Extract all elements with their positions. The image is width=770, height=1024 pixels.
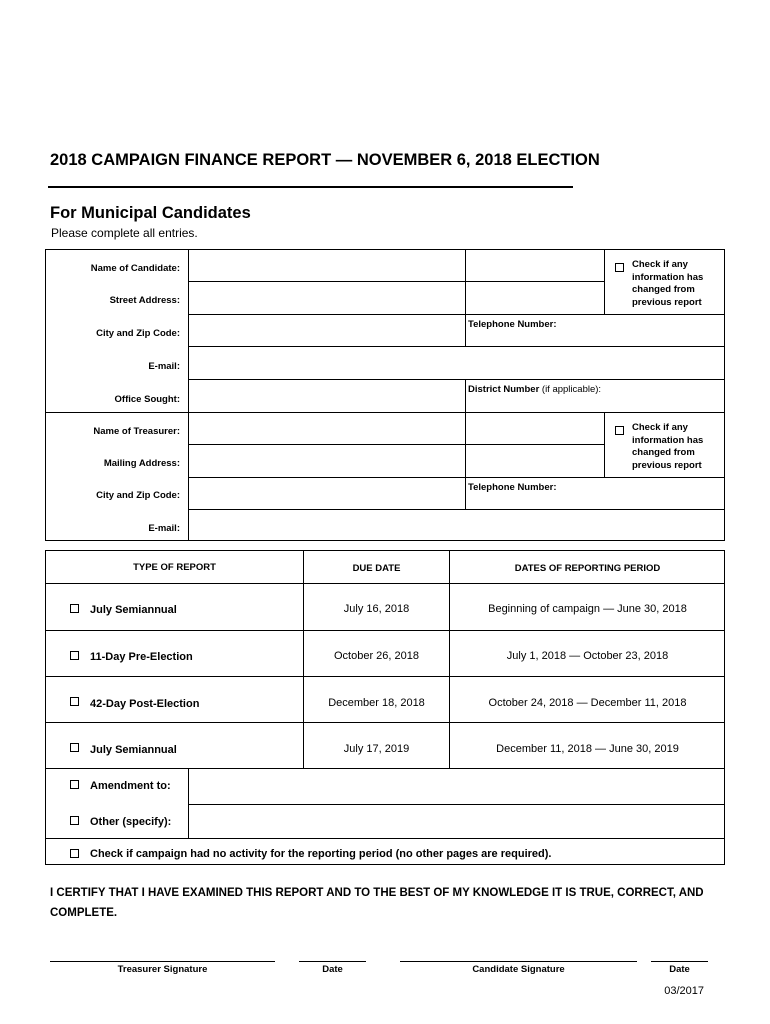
due-date: December 18, 2018 (328, 697, 425, 709)
candidate-street-field[interactable] (189, 282, 604, 314)
other-label: Other (specify): (90, 816, 172, 828)
amendment-checkbox[interactable] (70, 780, 79, 789)
reporting-period: December 11, 2018 — June 30, 2019 (496, 743, 679, 755)
treasurer-telephone-label: Telephone Number: (468, 482, 557, 493)
certification-statement: I CERTIFY THAT I HAVE EXAMINED THIS REPORT AND TO THE BEST OF MY KNOWLEDGE IT IS TRUE, CORRECT, AND COMPLETE. (50, 887, 704, 919)
table-row (46, 631, 724, 676)
table-row (46, 677, 724, 722)
form-instructions: Please complete all entries. (51, 226, 198, 240)
candidate-name-field[interactable] (189, 250, 604, 281)
title-divider (48, 186, 573, 188)
candidate-email-field[interactable] (189, 347, 725, 379)
amendment-row (46, 769, 724, 804)
office-sought-field[interactable] (189, 380, 465, 412)
candidate-email-label: E-mail: (148, 361, 180, 372)
report-type-label: 42-Day Post-Election (90, 698, 200, 710)
candidate-city-label: City and Zip Code: (96, 328, 180, 339)
treasurer-changed-checkbox[interactable] (615, 422, 624, 440)
treasurer-signature-line[interactable] (50, 961, 275, 962)
treasurer-email-field[interactable] (189, 510, 725, 541)
candidate-name-label: Name of Candidate: (90, 263, 180, 274)
reporting-period: Beginning of campaign — June 30, 2018 (488, 603, 687, 615)
reporting-period: October 24, 2018 — December 11, 2018 (488, 697, 687, 709)
form-revision-date: 03/2017 (664, 985, 704, 997)
report-type-checkbox[interactable] (70, 743, 79, 752)
treasurer-mailing-field[interactable] (189, 445, 604, 477)
amendment-label: Amendment to: (90, 780, 171, 792)
treasurer-date-label: Date (322, 964, 343, 975)
form-subtitle: For Municipal Candidates (50, 204, 251, 222)
candidate-street-label: Street Address: (109, 295, 180, 306)
treasurer-city-field[interactable] (189, 478, 465, 509)
due-date: October 26, 2018 (333, 650, 419, 662)
treasurer-name-field[interactable] (189, 413, 604, 444)
candidate-date-line[interactable] (651, 961, 708, 962)
candidate-telephone-label: Telephone Number: (468, 319, 557, 330)
office-sought-label: Office Sought: (114, 394, 180, 405)
header-reporting-period: DATES OF REPORTING PERIOD (514, 563, 661, 574)
report-type-label: 11-Day Pre-Election (90, 651, 193, 663)
other-row (46, 805, 724, 838)
report-type-checkbox[interactable] (70, 651, 79, 660)
due-date: July 16, 2018 (343, 603, 410, 615)
district-number-field[interactable] (466, 380, 725, 412)
treasurer-signature-label: Treasurer Signature (117, 964, 208, 975)
amendment-field[interactable] (189, 769, 724, 804)
treasurer-email-label: E-mail: (148, 523, 180, 534)
report-type-label: July Semiannual (90, 744, 177, 756)
other-checkbox[interactable] (70, 816, 79, 825)
candidate-changed-note: Check if any information has changed from previous report (632, 259, 704, 308)
candidate-signature-label: Candidate Signature (472, 964, 565, 975)
candidate-date-label: Date (669, 964, 690, 975)
candidate-signature-line[interactable] (400, 961, 637, 962)
candidate-city-field[interactable] (189, 315, 465, 346)
header-due-date: DUE DATE (352, 563, 401, 574)
treasurer-name-label: Name of Treasurer: (93, 426, 180, 437)
table-row (46, 723, 724, 768)
no-activity-label: Check if campaign had no activity for the reporting period (no other pages are required). (90, 848, 552, 860)
table-row (46, 584, 724, 630)
reporting-period: July 1, 2018 — October 23, 2018 (506, 650, 669, 662)
candidate-telephone-field[interactable] (466, 315, 725, 346)
header-type-of-report: TYPE OF REPORT (133, 562, 216, 573)
report-type-label: July Semiannual (90, 604, 177, 616)
treasurer-city-label: City and Zip Code: (96, 490, 180, 501)
no-activity-row (46, 839, 724, 864)
form-title: 2018 CAMPAIGN FINANCE REPORT — NOVEMBER 6, 2018 ELECTION (50, 151, 600, 169)
district-number-label: District Number (468, 384, 540, 395)
treasurer-mailing-label: Mailing Address: (103, 458, 180, 469)
candidate-changed-checkbox[interactable] (615, 259, 624, 277)
due-date: July 17, 2019 (343, 743, 410, 755)
other-specify-field[interactable] (189, 805, 724, 838)
district-number-note: (if applicable): (541, 384, 602, 395)
report-type-checkbox[interactable] (70, 697, 79, 706)
no-activity-checkbox[interactable] (70, 849, 79, 858)
report-type-checkbox[interactable] (70, 604, 79, 613)
treasurer-telephone-field[interactable] (466, 478, 725, 509)
treasurer-date-line[interactable] (299, 961, 366, 962)
treasurer-changed-note: Check if any information has changed from previous report (632, 422, 704, 471)
